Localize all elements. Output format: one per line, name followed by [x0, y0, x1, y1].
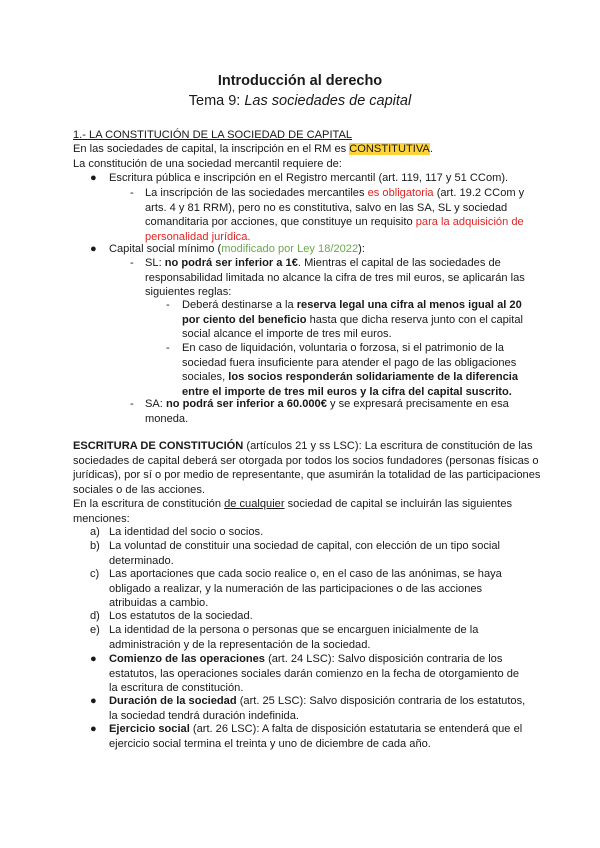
list-item: La identidad del socio o socios.: [109, 526, 264, 538]
list-item: Las aportaciones que cada socio realice o, en el caso de las anónimas, se haya obligado a realizar, y la numeración de las participaciones o de las acciones atribuidas a cambio.: [109, 568, 502, 610]
bullet-text: (art. 24 LSC): Salvo disposición contraria de los estatutos, las operaciones sociales darán comienzo en la fecha de otorgamiento de la escritura de constitución.: [109, 653, 520, 695]
bullet-text: (art. 25 LSC): Salvo disposición contraria de los estatutos, la sociedad tendrá duración indefinida.: [109, 695, 526, 722]
list-marker: e): [90, 624, 100, 636]
sl-text: . Mientras el capital de las sociedades de responsabilidad limitada no alcance la cifra de tres mil euros, se aplicarán las siguientes reglas:: [145, 257, 525, 299]
subtitle-prefix: Tema 9:: [188, 93, 245, 109]
escritura-heading: ESCRITURA DE CONSTITUCIÓN: [73, 440, 244, 452]
sa-text: y se expresará precisamente en esa moneda.: [145, 398, 509, 425]
sl-rule-liquidacion: [182, 341, 534, 399]
capital-suffix: ):: [358, 243, 365, 255]
capital-prefix: Capital social mínimo (: [109, 243, 222, 255]
sa-prefix: SA:: [145, 398, 166, 410]
bullet-marker: ●: [90, 243, 97, 255]
escritura-intro: (artículos 21 y ss LSC): La escritura de constitución de las sociedades de capital deberá ser otorgada por todos los socios fundadores (personas físicas o jurídicas), por sí o por medio de representante, que asumirán la totalidad de las participaciones sociales o de las acciones.: [73, 440, 541, 496]
list-marker: b): [90, 540, 100, 552]
bullet-bold: Comienzo de las operaciones: [109, 653, 265, 665]
menciones-text-a: En la escritura de constitución: [73, 498, 225, 510]
bullet-marker: ●: [90, 172, 97, 184]
bullet-marker: ●: [90, 653, 97, 665]
rule2-text-a: En caso de liquidación, voluntaria o forzosa, si el patrimonio de la sociedad fuera insuficiente para atender el pago de las obligaciones sociales,: [182, 342, 517, 384]
dash-marker: -: [130, 257, 134, 269]
duracion-sociedad: [109, 694, 529, 723]
rule1-text-b: hasta que dicha reserva junto con el capital social alcance el importe de tres mil euros.: [182, 313, 523, 341]
bullet-capital-minimo: [109, 242, 549, 257]
inscription-paragraph: [145, 186, 533, 244]
sa-paragraph: [145, 397, 525, 426]
menciones-underlined: de cualquier: [224, 498, 285, 510]
sl-bold: no podrá ser inferior a 1€: [164, 257, 298, 269]
dash-marker: -: [130, 398, 134, 410]
intro-prefix: En las sociedades de capital, la inscripción en el RM es: [73, 143, 350, 155]
obligatoria-red-text: es obligatoria: [367, 187, 434, 199]
inscription-text-a: La inscripción de las sociedades mercantiles: [145, 187, 368, 199]
inscription-text-b: (art. 19.2 CCom y arts. 4 y 81 RRM), pero no es constitutiva, salvo en las SA, SL y sociedad comanditaria por acciones, que constituye un requisito: [145, 187, 525, 229]
menciones-paragraph: [73, 497, 543, 526]
intro-suffix: .: [429, 143, 433, 155]
comienzo-operaciones: [109, 652, 529, 696]
bullet-bold: Ejercicio social: [109, 723, 190, 735]
ejercicio-social: [109, 722, 529, 751]
constitutiva-highlight: CONSTITUTIVA: [349, 143, 430, 155]
bullet-bold: Duración de la sociedad: [109, 695, 237, 707]
dash-marker: -: [130, 187, 134, 199]
bullet-marker: ●: [90, 723, 97, 735]
document-title: Introducción al derecho: [217, 73, 383, 89]
rule2-bold: los socios responderán solidariamente de la diferencia entre el importe de tres mil euros y la cifra del capital suscrito.: [182, 371, 519, 398]
sa-bold: no podrá ser inferior a 60.000€: [165, 398, 327, 410]
list-item: Los estatutos de la sociedad.: [109, 610, 253, 622]
list-marker: a): [90, 526, 100, 538]
sl-rule-reserva: [182, 298, 534, 342]
list-marker: d): [90, 610, 100, 622]
menciones-text-b: sociedad de capital se incluirán las siguientes menciones:: [73, 498, 513, 525]
section-intro: [73, 142, 543, 157]
bullet-text: (art. 26 LSC): A falta de disposición estatutaria se entenderá que el ejercicio social termina el treinta y uno de diciembre de cada año.: [109, 723, 523, 750]
bullet-escritura-publica: Escritura pública e inscripción en el Registro mercantil (art. 119, 117 y 51 CCom).: [109, 172, 509, 184]
dash-marker: -: [166, 299, 170, 311]
personalidad-red-text: para la adquisición de personalidad jurídica.: [145, 216, 524, 243]
rule1-bold: reserva legal una cifra al menos igual al 20 por ciento del beneficio: [182, 299, 522, 326]
list-marker: c): [90, 568, 100, 580]
sl-prefix: SL:: [145, 257, 165, 269]
escritura-paragraph: [73, 439, 543, 497]
requirements-line: La constitución de una sociedad mercantil requiere de:: [73, 158, 342, 170]
rule1-text-a: Deberá destinarse a la: [182, 299, 297, 311]
ley-green-text: modificado por Ley 18/2022: [221, 243, 359, 255]
subtitle-italic: Las sociedades de capital: [244, 93, 412, 109]
bullet-marker: ●: [90, 695, 97, 707]
sl-paragraph: [145, 256, 533, 300]
list-item: La identidad de la persona o personas que se encarguen inicialmente de la administración y de la representación de la sociedad.: [109, 624, 479, 651]
section-heading: 1.- LA CONSTITUCIÓN DE LA SOCIEDAD DE CAPITAL: [73, 129, 353, 141]
dash-marker: -: [166, 342, 170, 354]
list-item: La voluntad de constituir una sociedad de capital, con elección de un tipo social determinado.: [109, 540, 501, 567]
document-subtitle: [0, 92, 600, 110]
